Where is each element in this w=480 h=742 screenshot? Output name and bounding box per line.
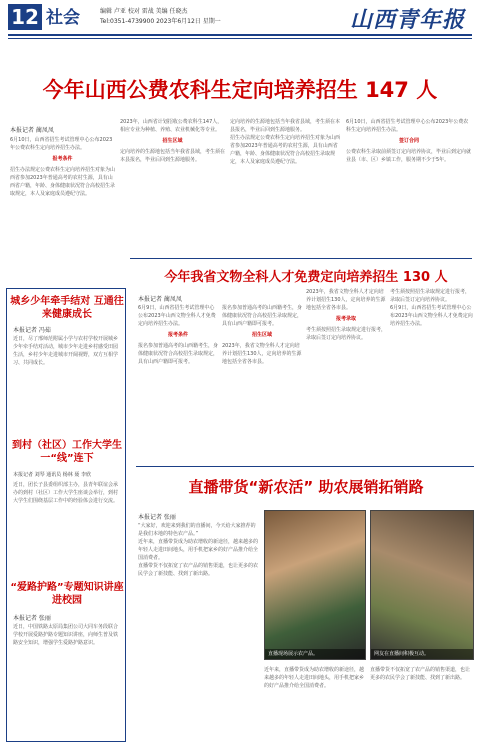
story1-divider (130, 258, 472, 259)
sidebar-item-3-text: 近日，中国铁路太原局集团公司大同车务段联合学校开展爱路护路专题知识讲座，向师生普及铁路安全知识，增强学生爱路护路意识。 (13, 624, 119, 646)
story2-col4: 考生须按照招生录取规定进行报考，录取后签订定向培养协议。 6月9日，山西省招生考试管理中心公布2023年山西文物全科人才免费定向培养招生办法。 (390, 289, 473, 327)
sidebar-item-1-text: 近日，尽了邢师范附属小学与农村学校开展城乡少年牵手结对活动，城市少年走进乡村感受田园生活，乡村少年走进城市开阔视野，双方互相学习、共同成长。 (13, 336, 119, 366)
photo-caption-2: 网友在直播间积极互动。 (371, 649, 473, 659)
story2-divider (136, 466, 474, 467)
story3-photo-1 (264, 510, 366, 660)
story3-col2: 近年来，直播带货成为助农增收的新途径，越来越多的年轻人走进田间地头，用手机把家乡的好产品推介给全国消费者。 (264, 667, 365, 689)
section-name: 社会 (46, 8, 80, 28)
story2-col3: 2023年，我省文物全科人才定向培养计划招生130人，定向培养的生源地包括全省各市县。 报考录取 考生须按照招生录取规定进行报考，录取后签订定向培养协议。 (306, 289, 386, 341)
story2-col2: 报名参加普通高考的山西籍考生，身体健康状况符合高校招生录取规定，具有山西户籍即可报考。 招生区域 2023年，我省文物全科人才定向培养计划招生130人，定向培养的生源地包括全省各市县。 (222, 305, 302, 365)
editor-line: 编辑 卢亚 校对 雷战 美编 任晓杰 (100, 8, 188, 15)
story1-headline: 今年山西公费农科生定向培养招生 147 人 (42, 78, 438, 102)
story3-col3: 直播带货不仅拓宽了农产品的销售渠道，也让更多的农民学会了新技能、找到了新出路。 (370, 667, 471, 681)
story3-col1: “大家好，欢迎来到我们的直播间，今天给大家推荐的是我们本地的特色农产品。” 近年来，直播带货成为助农增收的新途径，越来越多的年轻人走进田间地头，用手机把家乡的好产品推介给全国消费者。 直播带货不仅拓宽了农产品的销售渠道，也让更多的农民学会了新技能、找到了新出路。 (138, 523, 258, 577)
page-header (0, 0, 480, 46)
story3-byline: 本报记者 张丽 (138, 514, 176, 521)
sidebar-item-1-byline: 本报记者 冯茹 (13, 327, 51, 334)
sidebar-item-2-title: 到村（社区）工作大学生一“线”连下 (12, 440, 122, 464)
story1-byline: 本报记者 蔺凤凤 (10, 127, 54, 134)
newspaper-logo: 山西青年报 (350, 7, 466, 33)
header-rule-thin (8, 38, 472, 39)
photo-caption-1: 直播现场展示农产品。 (265, 649, 365, 659)
sidebar-item-1-title: 城乡少年牵手结对 互通往来健康成长 (10, 296, 124, 320)
story1-col2: 2023年，山西省计划招收公费农科生147人，相应专业为种植、养殖、农业机械化等专业。 招生区域 定向培养的生源地包括当年我省县域，考生须在本县报名，毕业后回到生源地服务。 (120, 119, 225, 163)
sidebar-item-2-byline: 本报记者 刘琴 通讯员 杨林 聂 李欣 (13, 472, 91, 478)
story1-col1: 6月10日，山西省招生考试管理中心公布2023年公费农科生定向培养招生办法。 报考条件 招生办法规定公费农科生定向培养招生对象为山西省参加2023年普通高考的农村生源，具有山西省户籍，年龄、身体健康状况符合高校招生录取规定，本人及家庭成员遵纪守法。 (10, 137, 115, 197)
story2-headline: 今年我省文物全科人才免费定向培养招生 130 人 (164, 270, 448, 285)
sidebar-item-2-text: 近日，团长子县委组织部主办，县青年联谊会承办的到村（社区）工作大学生座谈会举行，到村大学生们围绕基层工作中的经验体会进行交流。 (13, 482, 119, 504)
date-line: Tel:0351-4739900 2023年6月12日 星期一 (100, 18, 221, 25)
story3-headline: 直播带货“新农活” 助农展销拓销路 (188, 478, 424, 496)
sidebar-box (6, 288, 126, 742)
story2-byline: 本报记者 蔺凤凤 (138, 296, 182, 303)
story1-col3: 定向培养的生源地包括当年我省县域，考生须在本县报名，毕业后回到生源地服务。 招生办法规定公费农科生定向培养招生对象为山西省参加2023年普通高考的农村生源，具有山西省户籍，年龄、身体健康状况符合高校招生录取规定，本人及家庭成员遵纪守法。 (230, 119, 340, 165)
sidebar-item-3-title: “爱路护路”专题知识讲座进校园 (10, 582, 124, 606)
header-rule (8, 34, 472, 36)
story3-photo-2 (370, 510, 474, 660)
page-number: 12 (8, 4, 42, 30)
sidebar-item-3-byline: 本报记者 张丽 (13, 615, 51, 622)
story2-col1: 6月9日，山西省招生考试管理中心公布2023年山西文物全科人才免费定向培养招生办法。 报考条件 报名参加普通高考的山西籍考生，身体健康状况符合高校招生录取规定，具有山西户籍即可报考。 (138, 305, 218, 365)
story1-col4: 6月10日，山西省招生考试管理中心公布2023年公费农科生定向培养招生办法。 签订合同 公费农科生录取前须签订定向培养协议，毕业后到定向就业县（市、区）乡镇工作，服务期不少于5年。 (346, 119, 472, 163)
